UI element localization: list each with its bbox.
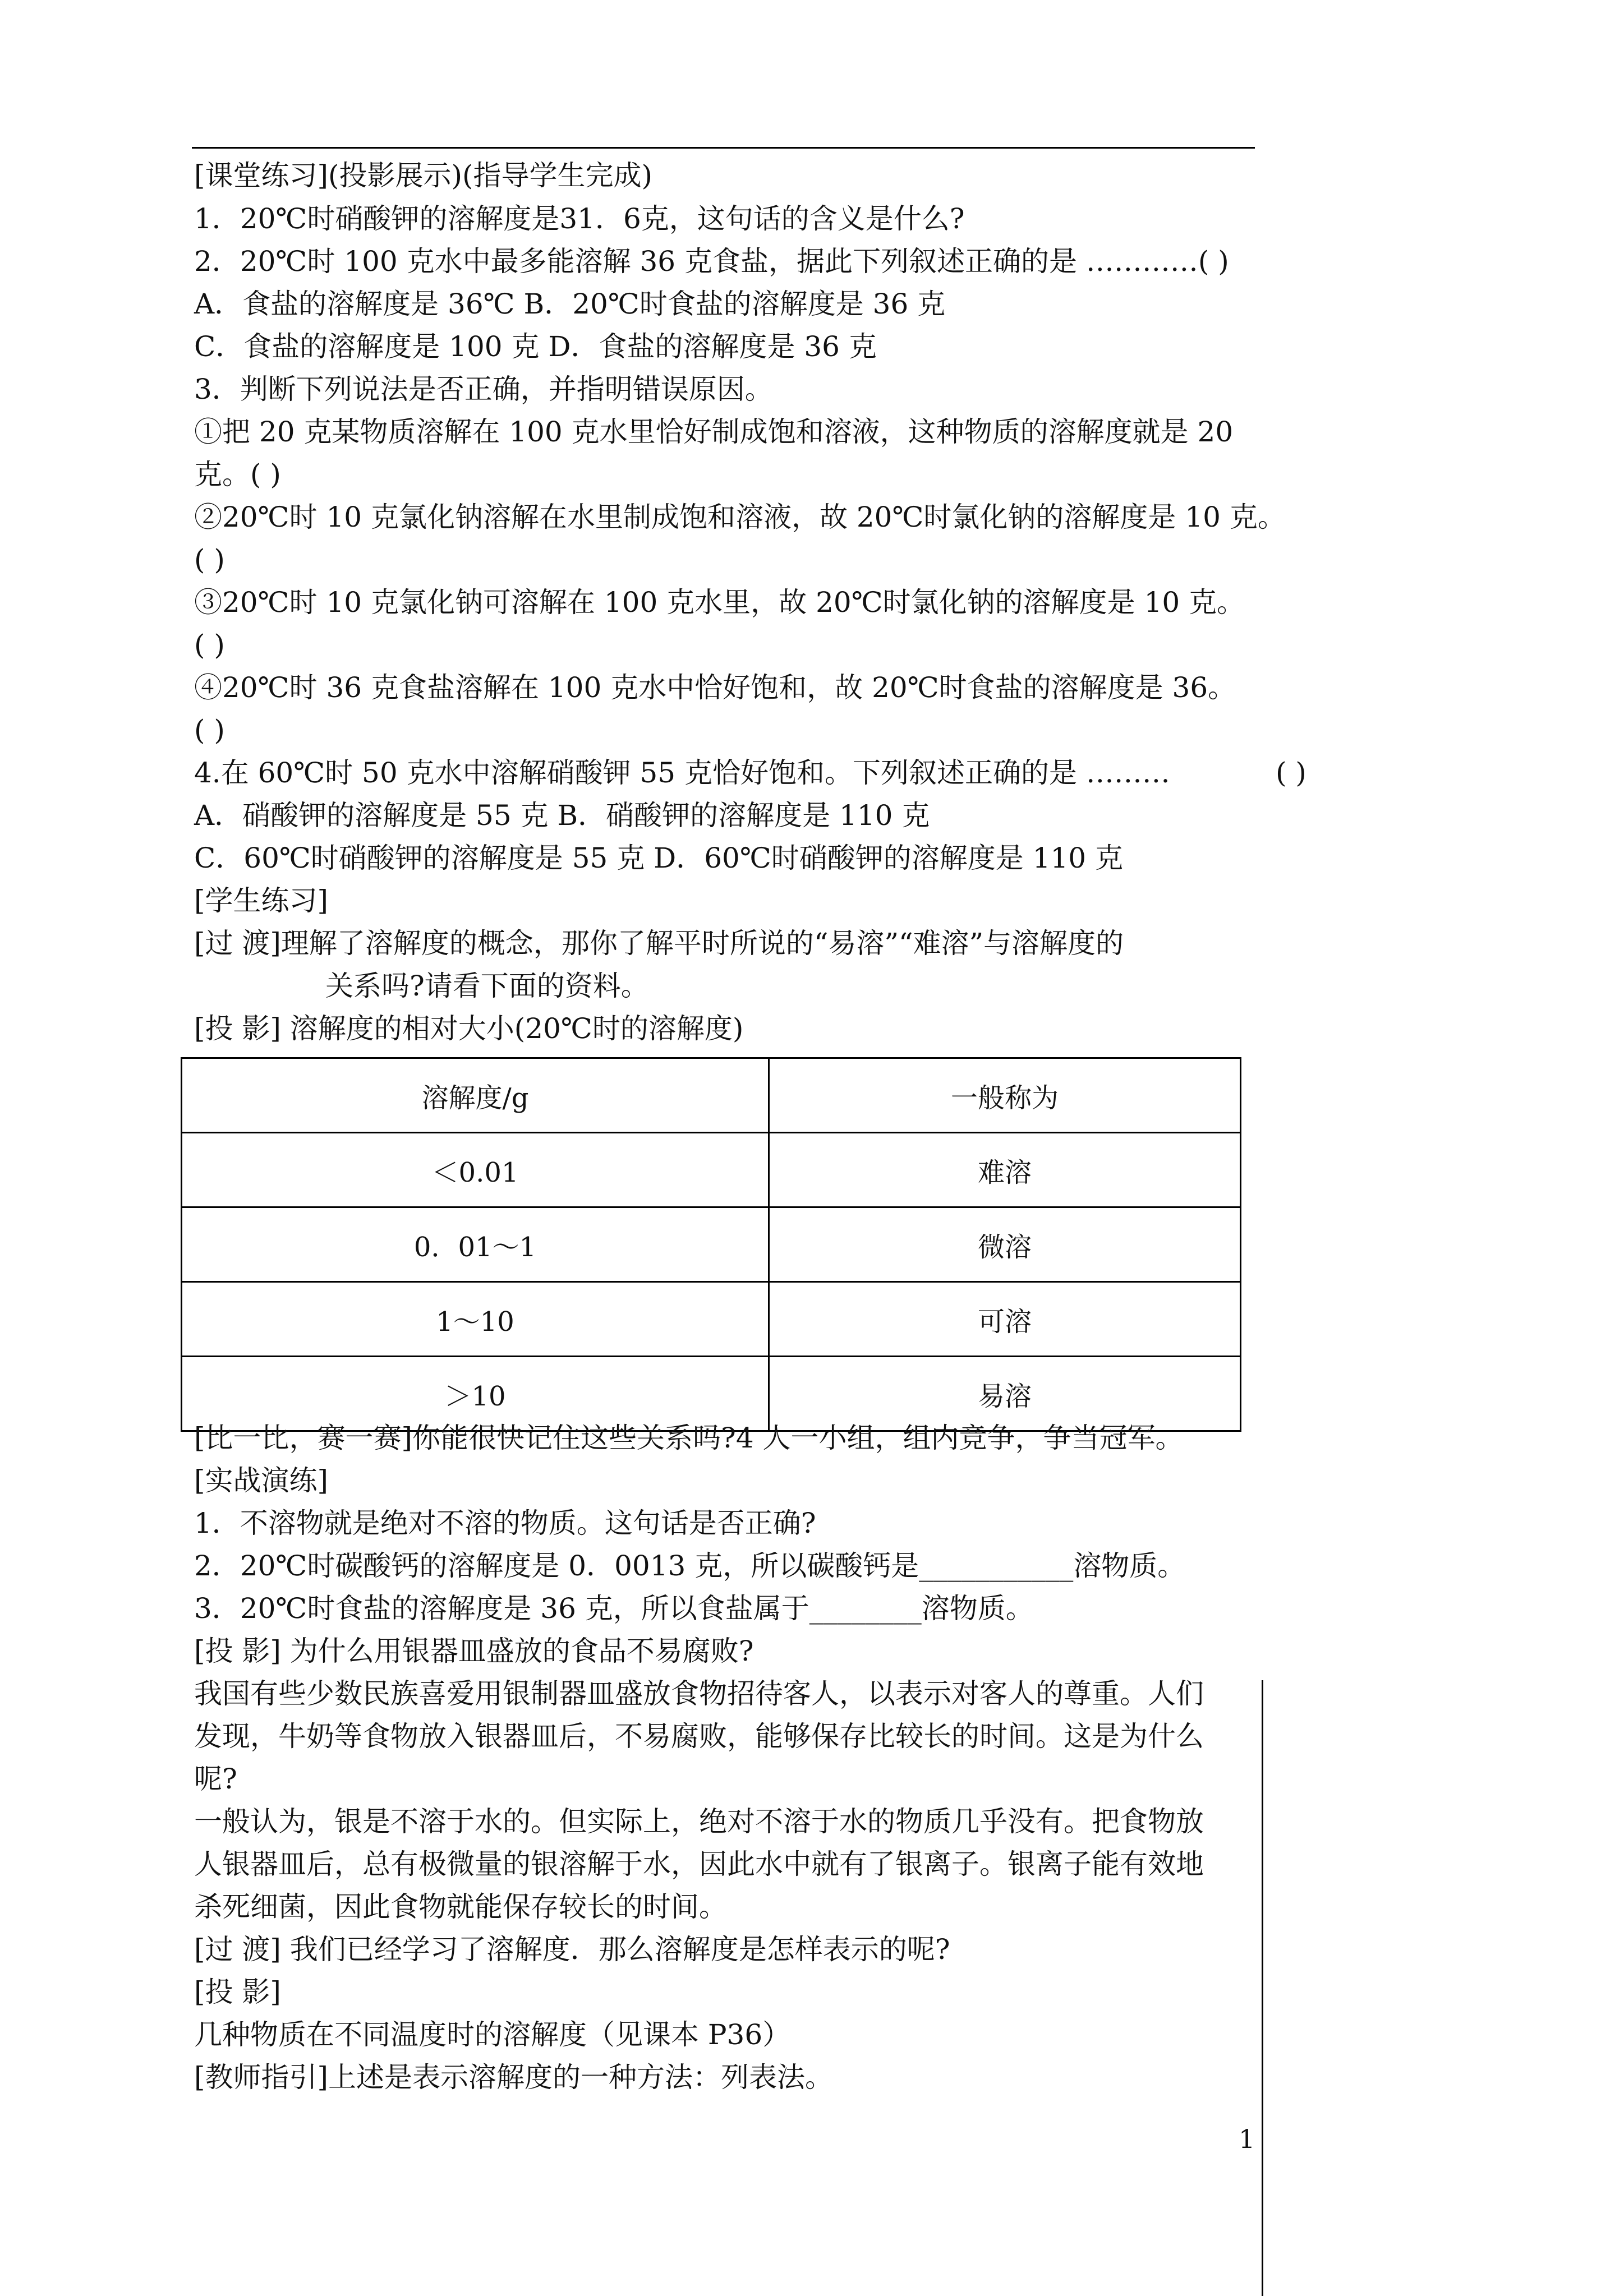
question-2-options-cd: C．食盐的溶解度是 100 克 D．食盐的溶解度是 36 克 <box>194 330 877 363</box>
question-1: 1．20℃时硝酸钾的溶解度是31．6克，这句话的含义是什么? <box>194 202 965 235</box>
statement-2: ②20℃时 10 克氯化钠溶解在水里制成饱和溶液，故 20℃时氯化钠的溶解度是 10 克。 <box>194 501 1286 533</box>
solubility-reference: 几种物质在不同温度时的溶解度（见课本 P36） <box>194 2018 791 2051</box>
table-cell-term: 微溶 <box>769 1207 1241 1282</box>
silver-explanation-line-3: 杀死细菌，因此食物就能保存较长的时间。 <box>194 1891 727 1923</box>
table-row <box>182 1133 1241 1207</box>
question-3: 3．判断下列说法是否正确，并指明错误原因。 <box>194 373 773 405</box>
projection-silverware: [投 影] 为什么用银器皿盛放的食品不易腐败? <box>194 1635 754 1667</box>
table-row <box>182 1282 1241 1357</box>
statement-4: ④20℃时 36 克食盐溶解在 100 克水中恰好饱和，故 20℃时食盐的溶解度是 36。 <box>194 671 1236 704</box>
heading-practice: [实战演练] <box>194 1464 329 1497</box>
table-header-solubility: 溶解度/g <box>182 1058 769 1133</box>
projection-heading: [投 影] 溶解度的相对大小(20℃时的溶解度) <box>194 1012 744 1045</box>
practice-question-2: 2．20℃时碳酸钙的溶解度是 0．0013 克，所以碳酸钙是___________溶物质。 <box>194 1550 1186 1582</box>
projection-label: [投 影] <box>194 1976 281 2008</box>
table-cell-range: 1～10 <box>182 1282 769 1357</box>
table-cell-range: ＜0.01 <box>182 1133 769 1207</box>
practice-question-1: 1．不溶物就是绝对不溶的物质。这句话是否正确? <box>194 1507 816 1539</box>
question-2: 2．20℃时 100 克水中最多能溶解 36 克食盐，据此下列叙述正确的是 …………( ) <box>194 245 1229 278</box>
statement-1: ①把 20 克某物质溶解在 100 克水里恰好制成饱和溶液，这种物质的溶解度就是 20 <box>194 416 1234 448</box>
competition-line: [比一比，赛一赛]你能很快记住这些关系吗?4 人一小组，组内竞争，争当冠军。 <box>194 1422 1184 1454</box>
table-row <box>182 1357 1241 1431</box>
transition-paragraph: [过 渡]理解了溶解度的概念，那你了解平时所说的“易溶”“难溶”与溶解度的 <box>194 927 1124 960</box>
question-4-options-cd: C．60℃时硝酸钾的溶解度是 55 克 D．60℃时硝酸钾的溶解度是 110 克 <box>194 842 1123 874</box>
heading-class-exercise: [课堂练习](投影展示)(指导学生完成) <box>194 159 653 192</box>
table-cell-term: 易溶 <box>769 1357 1241 1431</box>
statement-1-cont: 克。( ) <box>194 458 281 491</box>
question-4-paren: ( ) <box>1276 757 1306 789</box>
page-number: 1 <box>1239 2124 1255 2154</box>
silver-explanation-line-1: 一般认为，银是不溶于水的。但实际上，绝对不溶于水的物质几乎没有。把食物放 <box>194 1805 1204 1838</box>
table-header-term: 一般称为 <box>769 1058 1241 1133</box>
top-rule <box>192 147 1255 149</box>
table-cell-term: 难溶 <box>769 1133 1241 1207</box>
statement-2-paren: ( ) <box>194 543 225 576</box>
question-2-options-ab: A．食盐的溶解度是 36℃ B．20℃时食盐的溶解度是 36 克 <box>194 288 946 320</box>
teacher-guidance: [教师指引]上述是表示溶解度的一种方法：列表法。 <box>194 2061 834 2094</box>
silver-explanation-line-2: 人银器皿后，总有极微量的银溶解于水，因此水中就有了银离子。银离子能有效地 <box>194 1848 1204 1880</box>
solubility-table <box>181 1057 1241 1432</box>
table-cell-range: ＞10 <box>182 1357 769 1431</box>
question-4: 4.在 60℃时 50 克水中溶解硝酸钾 55 克恰好饱和。下列叙述正确的是 ……… <box>194 757 1170 789</box>
statement-3: ③20℃时 10 克氯化钠可溶解在 100 克水里，故 20℃时氯化钠的溶解度是 10 克。 <box>194 586 1245 619</box>
transition-solubility: [过 渡] 我们已经学习了溶解度．那么溶解度是怎样表示的呢? <box>194 1933 950 1966</box>
silverware-paragraph-line-3: 呢? <box>194 1763 237 1795</box>
heading-student-exercise: [学生练习] <box>194 884 329 917</box>
statement-4-paren: ( ) <box>194 714 225 746</box>
table-row <box>182 1207 1241 1282</box>
statement-3-paren: ( ) <box>194 629 225 661</box>
silverware-paragraph-line-2: 发现，牛奶等食物放入银器皿后，不易腐败，能够保存比较长的时间。这是为什么 <box>194 1720 1204 1753</box>
practice-question-3: 3．20℃时食盐的溶解度是 36 克，所以食盐属于________溶物质。 <box>194 1592 1034 1625</box>
silverware-paragraph-line-1: 我国有些少数民族喜爱用银制器皿盛放食物招待客人，以表示对客人的尊重。人们 <box>194 1677 1204 1710</box>
table-cell-range: 0．01～1 <box>182 1207 769 1282</box>
transition-paragraph-cont: 关系吗?请看下面的资料。 <box>325 970 649 1002</box>
table-cell-term: 可溶 <box>769 1282 1241 1357</box>
table-header-row <box>182 1058 1241 1133</box>
question-4-options-ab: A．硝酸钾的溶解度是 55 克 B．硝酸钾的溶解度是 110 克 <box>194 799 930 832</box>
right-margin-rule <box>1262 1680 1263 2296</box>
